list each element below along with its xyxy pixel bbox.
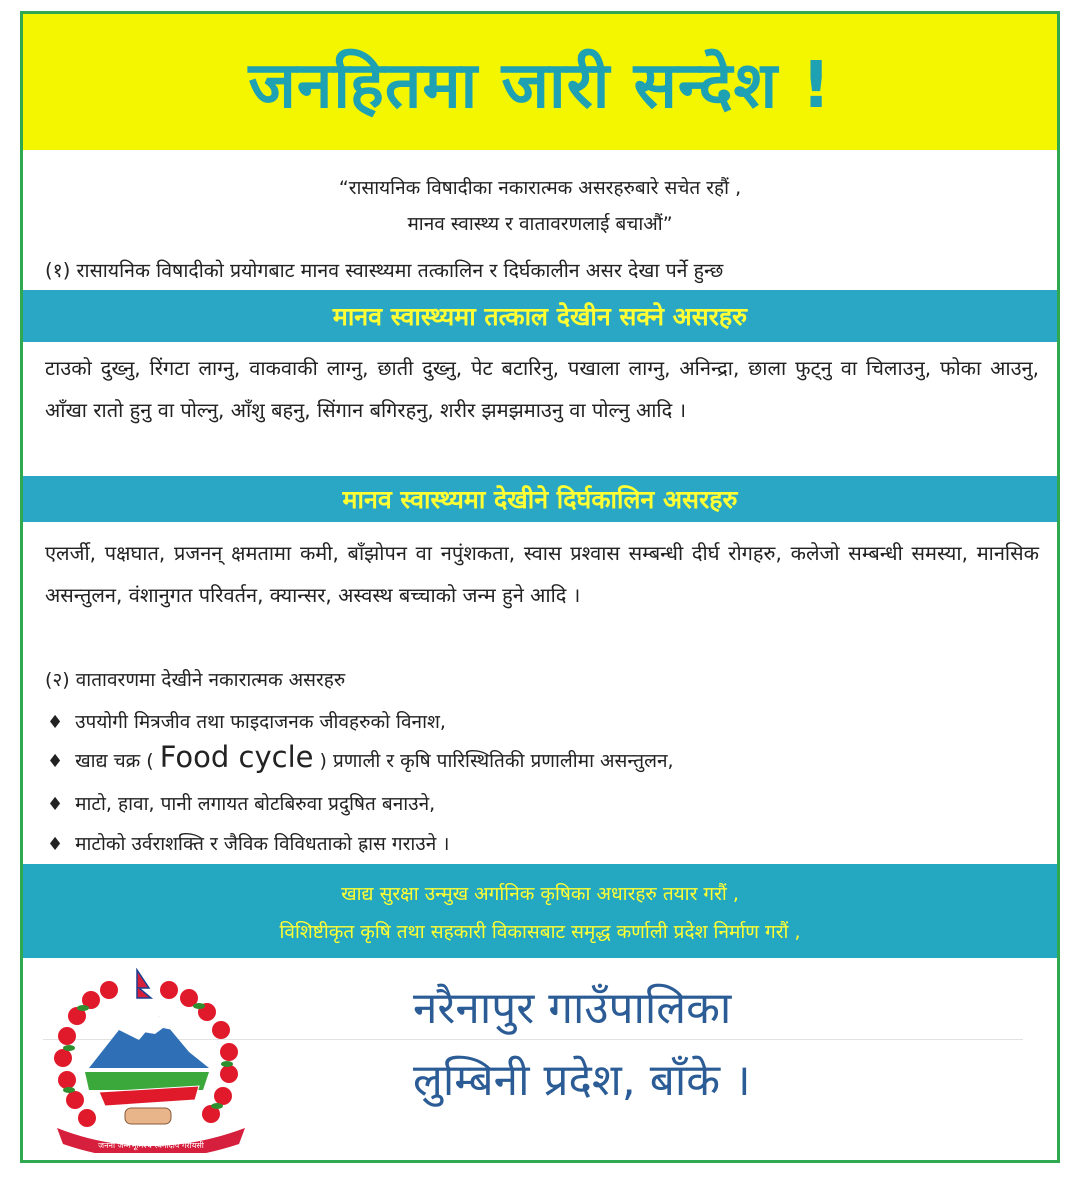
- nepal-emblem-icon: [39, 968, 267, 1153]
- section1-heading: मानव स्वास्थ्यमा तत्काल देखीन सक्ने असरहरु: [332, 302, 748, 331]
- office-name: नरैनापुर गाउँपालिका: [413, 983, 732, 1034]
- section1-body: टाउको दुख्नु, रिंगटा लाग्नु, वाकवाकी लाग्नु, छाती दुख्नु, पेट बटारिनु, पखाला लाग्नु, अनिन्द्रा, छाला फुट्नु वा चिलाउनु, फोका आउनु, आँखा रातो हुनु वा पोल्नु, आँशु बहनु, सिंगान बगिरहनु, शरीर झमझमाउनु वा पोल्नु आदि ।: [45, 356, 1039, 422]
- intro-line: (१) रासायनिक विषादीको प्रयोगबाट मानव स्वास्थ्यमा तत्कालिन र दिर्घकालीन असर देखा पर्ने हुन्छ: [45, 259, 724, 282]
- food-cycle-term: Food cycle: [159, 740, 314, 774]
- svg-text:जननी जन्मभूमिश्च स्वर्गादपि गर: जननी जन्मभूमिश्च स्वर्गादपि गरीयसी: [98, 1141, 204, 1150]
- bullet-item: ♦ खाद्य चक्र ( Food cycle ) प्रणाली र कृषि पारिस्थितिकी प्रणालीमा असन्तुलन,: [47, 740, 674, 774]
- office-address: लुम्बिनी प्रदेश, बाँके ।: [413, 1055, 751, 1106]
- title-banner: [23, 14, 1057, 150]
- section-heading-longterm: [23, 476, 1057, 522]
- notice-frame: [20, 11, 1060, 1163]
- quote-line-2: मानव स्वास्थ्य र वातावरणलाई बचाऔं”: [407, 213, 673, 235]
- slogan-band: [23, 864, 1057, 958]
- section2-body: एलर्जी, पक्षघात, प्रजनन् क्षमतामा कमी, बाँझोपन वा नपुंशकता, स्वास प्रश्वास सम्बन्धी दीर्घ रोगहरु, कलेजो सम्बन्धी समस्या, मानसिक असन्तुलन, वंशानुगत परिवर्तन, क्यान्सर, अस्वस्थ बच्चाको जन्म हुने आदि ।: [45, 541, 1039, 607]
- bullet-diamond-icon: ♦: [47, 834, 64, 855]
- notice-title: जनहितमा जारी सन्देश !: [248, 48, 832, 123]
- bullet-diamond-icon: ♦: [47, 751, 64, 772]
- section2-heading: मानव स्वास्थ्यमा देखीने दिर्घकालिन असरहरु: [342, 485, 738, 514]
- slogan-line-1: खाद्य सुरक्षा उन्मुख अर्गानिक कृषिका अधारहरु तयार गरौं ,: [341, 883, 739, 905]
- quote-line-1: “रासायनिक विषादीका नकारात्मक असरहरुबारे सचेत रहौं ,: [338, 177, 742, 199]
- bullet-item: ♦ उपयोगी मित्रजीव तथा फाइदाजनक जीवहरुको विनाश,: [47, 711, 446, 733]
- bullet-item: ♦ माटोको उर्वराशक्ति र जैविक विविधताको ह्रास गराउने ।: [47, 833, 450, 855]
- handshake-icon: [125, 1108, 171, 1124]
- section-heading-immediate: [23, 290, 1057, 342]
- bullet-diamond-icon: ♦: [47, 712, 64, 733]
- flag-icon: [137, 970, 151, 998]
- bullet-item: ♦ माटो, हावा, पानी लगायत बोटबिरुवा प्रदुषित बनाउने,: [47, 793, 436, 815]
- bullet-diamond-icon: ♦: [47, 794, 64, 815]
- slogan-line-2: विशिष्टीकृत कृषि तथा सहकारी विकासबाट समृद्ध कर्णाली प्रदेश निर्माण गरौं ,: [279, 921, 801, 943]
- section3-heading: (२) वातावरणमा देखीने नकारात्मक असरहरु: [45, 669, 346, 691]
